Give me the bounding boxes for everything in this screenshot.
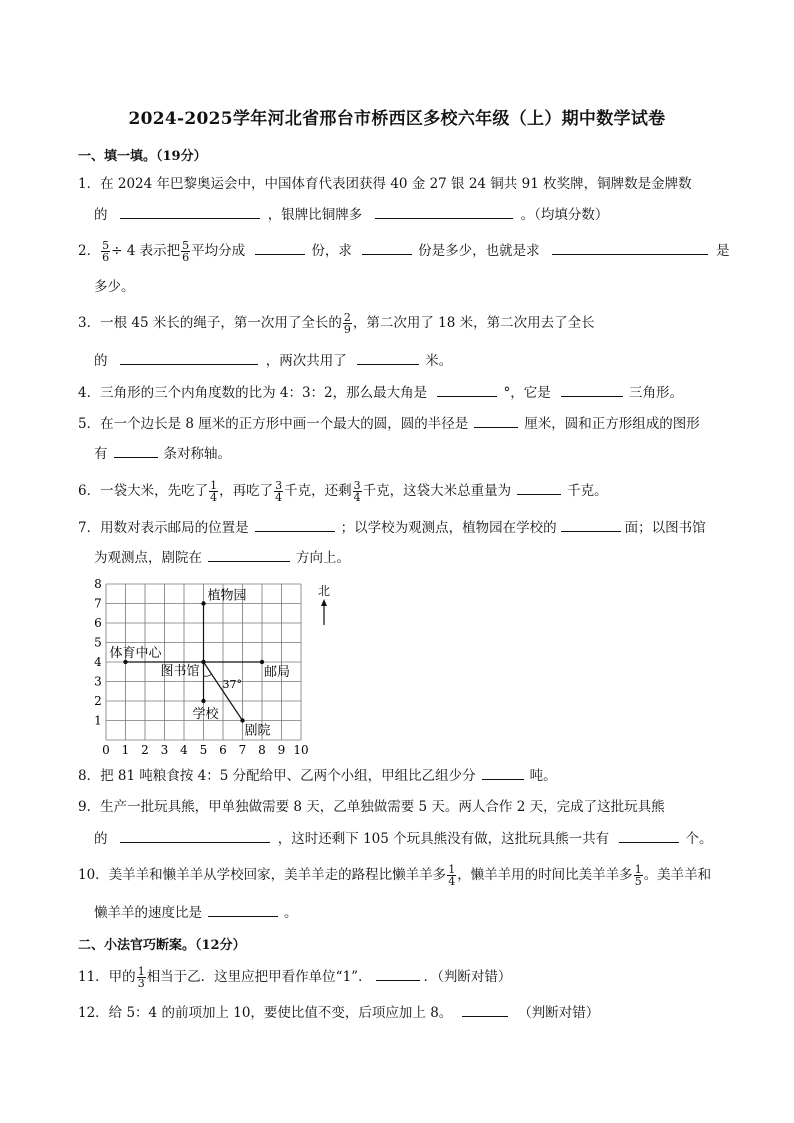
location-map-svg bbox=[88, 578, 348, 760]
text: 的 bbox=[94, 207, 108, 223]
text: 千克。 bbox=[567, 483, 608, 499]
answer-blank[interactable] bbox=[619, 828, 679, 843]
x-tick-label: 6 bbox=[219, 743, 227, 757]
text: ，银牌比铜牌多 bbox=[267, 207, 363, 223]
fraction: $\frac{3}{4}$ bbox=[353, 479, 361, 504]
text: 千克，这袋大米总重量为 bbox=[362, 483, 512, 499]
y-tick-label: 5 bbox=[94, 635, 102, 650]
location-label: 图书馆 bbox=[160, 664, 200, 679]
x-tick-label: 8 bbox=[258, 743, 266, 757]
y-tick-label: 3 bbox=[94, 674, 102, 689]
text: 面；以图书馆 bbox=[624, 520, 706, 536]
text: 份，求 bbox=[311, 243, 352, 259]
text: （判断对错） bbox=[518, 1005, 600, 1021]
answer-blank[interactable] bbox=[474, 413, 518, 428]
y-tick-label: 2 bbox=[94, 694, 102, 708]
question-7-line-2 bbox=[94, 547, 350, 568]
text: ，再吃了 bbox=[219, 483, 274, 499]
answer-blank[interactable] bbox=[357, 350, 419, 365]
text: 相当于乙．这里应把甲看作单位“1”． bbox=[146, 969, 372, 985]
location-point bbox=[201, 660, 205, 664]
text: 方向上。 bbox=[296, 550, 350, 566]
answer-blank[interactable] bbox=[114, 443, 158, 458]
text: 厘米，圆和正方形组成的图形 bbox=[524, 416, 700, 432]
fraction: $\frac{5}{6}$ bbox=[182, 239, 190, 264]
x-tick-label: 2 bbox=[141, 743, 149, 757]
y-tick-label: 7 bbox=[94, 596, 102, 611]
text: 个。 bbox=[685, 831, 713, 847]
text: 。（均填分数） bbox=[520, 207, 609, 223]
y-tick-label: 8 bbox=[94, 578, 102, 591]
text: 懒羊羊的速度比是 bbox=[94, 905, 202, 921]
answer-blank[interactable] bbox=[120, 204, 260, 219]
question-10-line-1 bbox=[78, 864, 711, 887]
text: 11．甲的 bbox=[78, 969, 136, 985]
answer-blank[interactable] bbox=[552, 240, 708, 255]
fraction: $\frac{2}{9}$ bbox=[343, 311, 351, 336]
fraction: $\frac{1}{4}$ bbox=[448, 863, 456, 888]
north-indicator bbox=[314, 582, 334, 628]
question-4 bbox=[78, 382, 683, 403]
fraction: $\frac{1}{3}$ bbox=[137, 965, 145, 990]
answer-blank[interactable] bbox=[561, 517, 621, 532]
y-tick-label: 1 bbox=[94, 713, 102, 728]
text: ；以学校为观测点，植物园在学校的 bbox=[340, 520, 557, 536]
text: 是 bbox=[715, 243, 730, 259]
answer-blank[interactable] bbox=[561, 382, 623, 397]
fraction: $\frac{1}{5}$ bbox=[634, 863, 642, 888]
location-point bbox=[201, 699, 205, 703]
question-8 bbox=[78, 765, 557, 786]
text: ，这时还剩下 105 个玩具熊没有做，这批玩具熊一共有 bbox=[277, 831, 610, 847]
location-map bbox=[88, 578, 348, 760]
location-label: 体育中心 bbox=[109, 646, 162, 661]
answer-blank[interactable] bbox=[437, 382, 497, 397]
fraction: $\frac{1}{4}$ bbox=[210, 479, 218, 504]
text: 吨。 bbox=[529, 768, 557, 784]
text: 10．美羊羊和懒羊羊从学校回家，美羊羊走的路程比懒羊羊多 bbox=[78, 867, 447, 883]
question-3-line-2 bbox=[94, 350, 452, 371]
text: 6．一袋大米，先吃了 bbox=[78, 483, 209, 499]
text: 的 bbox=[94, 831, 108, 847]
fraction: $\frac{5}{6}$ bbox=[102, 239, 110, 264]
answer-blank[interactable] bbox=[208, 902, 278, 917]
question-6 bbox=[78, 480, 608, 503]
question-5-line-2 bbox=[94, 443, 231, 464]
question-5-line-1 bbox=[78, 413, 700, 434]
text: ，懒羊羊用的时间比美羊羊多 bbox=[457, 867, 633, 883]
question-1-line-2 bbox=[94, 204, 608, 225]
y-tick-label: 4 bbox=[94, 655, 102, 669]
text: °，它是 bbox=[503, 385, 551, 401]
answer-blank[interactable] bbox=[482, 765, 524, 780]
text: 8．把 81 吨粮食按 4：5 分配给甲、乙两个小组，甲组比乙组少分 bbox=[78, 768, 476, 784]
text: 条对称轴。 bbox=[163, 446, 231, 462]
text: ，两次共用了 bbox=[265, 353, 347, 369]
x-tick-label: 0 bbox=[102, 743, 110, 757]
angle-arc bbox=[204, 674, 212, 676]
answer-blank[interactable] bbox=[120, 828, 270, 843]
text: 米。 bbox=[425, 353, 453, 369]
location-label: 邮局 bbox=[264, 665, 291, 680]
location-point bbox=[201, 601, 205, 605]
question-9-line-2 bbox=[94, 828, 712, 849]
answer-blank[interactable] bbox=[255, 517, 335, 532]
text: 7．用数对表示邮局的位置是 bbox=[78, 520, 249, 536]
text: 份是多少，也就是求 bbox=[418, 243, 540, 259]
text: 5．在一个边长是 8 厘米的正方形中画一个最大的圆，圆的半径是 bbox=[78, 416, 469, 432]
text: 。美羊羊和 bbox=[643, 867, 712, 883]
text: ．（判断对错） bbox=[423, 969, 512, 985]
answer-blank[interactable] bbox=[376, 966, 420, 981]
north-label: 北 bbox=[317, 584, 330, 598]
answer-blank[interactable] bbox=[517, 480, 561, 495]
location-label: 学校 bbox=[192, 707, 219, 722]
question-number: 2． bbox=[78, 243, 101, 259]
x-tick-label: 5 bbox=[199, 743, 208, 757]
question-3-line-1 bbox=[78, 312, 595, 335]
location-point bbox=[240, 718, 244, 722]
location-point bbox=[260, 660, 264, 664]
question-11 bbox=[78, 966, 511, 989]
question-12 bbox=[78, 1002, 599, 1023]
text: 3．一根 45 米长的绳子，第一次用了全长的 bbox=[78, 315, 342, 331]
section-2-heading: 二、小法官巧断案。（12分） bbox=[78, 938, 246, 953]
question-10-line-2 bbox=[94, 902, 298, 923]
x-tick-label: 3 bbox=[160, 743, 169, 757]
fraction: $\frac{3}{4}$ bbox=[275, 479, 283, 504]
x-tick-label: 9 bbox=[277, 743, 286, 757]
x-tick-label: 7 bbox=[238, 743, 247, 757]
x-tick-label: 1 bbox=[121, 743, 130, 757]
answer-blank[interactable] bbox=[375, 204, 513, 219]
question-2-line-2: 多少。 bbox=[94, 279, 135, 295]
location-label: 植物园 bbox=[207, 588, 247, 604]
x-tick-label: 10 bbox=[293, 743, 309, 757]
text: 千克，还剩 bbox=[284, 483, 352, 499]
angle-label: 37° bbox=[222, 678, 242, 691]
north-arrow-icon bbox=[314, 599, 334, 627]
x-tick-label: 4 bbox=[180, 743, 188, 757]
text: 平均分成 bbox=[191, 243, 246, 259]
text: 12．给 5：4 的前项加上 10，要使比值不变，后项应加上 8。 bbox=[78, 1005, 453, 1021]
location-label: 剧院 bbox=[244, 723, 271, 739]
answer-blank[interactable] bbox=[462, 1002, 508, 1017]
question-9-line-1: 9．生产一批玩具熊，甲单独做需要 8 天，乙单独做需要 5 天。两人合作 2 天，完成了这批玩具熊 bbox=[78, 799, 665, 815]
answer-blank[interactable] bbox=[362, 240, 412, 255]
answer-blank[interactable] bbox=[208, 547, 290, 562]
question-1-line-1: 1．在 2024 年巴黎奥运会中，中国体育代表团获得 40 金 27 银 24 铜共 91 枚奖牌，铜牌数是金牌数 bbox=[78, 176, 692, 192]
text: ÷ 4 表示把 bbox=[111, 243, 181, 259]
answer-blank[interactable] bbox=[255, 240, 305, 255]
text: 的 bbox=[94, 353, 108, 369]
text: 为观测点，剧院在 bbox=[94, 550, 202, 566]
text: 有 bbox=[94, 446, 108, 462]
text: 三角形。 bbox=[629, 385, 683, 401]
question-2-line-1 bbox=[78, 240, 729, 263]
question-7-line-1 bbox=[78, 517, 706, 538]
exam-title: 2024-2025学年河北省邢台市桥西区多校六年级（上）期中数学试卷 bbox=[128, 109, 666, 129]
answer-blank[interactable] bbox=[120, 350, 258, 365]
text: 4．三角形的三个内角度数的比为 4：3：2，那么最大角是 bbox=[78, 385, 428, 401]
text: ，第二次用了 18 米，第二次用去了全长 bbox=[352, 315, 595, 331]
section-1-heading: 一、填一填。（19分） bbox=[78, 149, 207, 164]
y-tick-label: 6 bbox=[94, 616, 102, 630]
text: 。 bbox=[284, 905, 298, 921]
